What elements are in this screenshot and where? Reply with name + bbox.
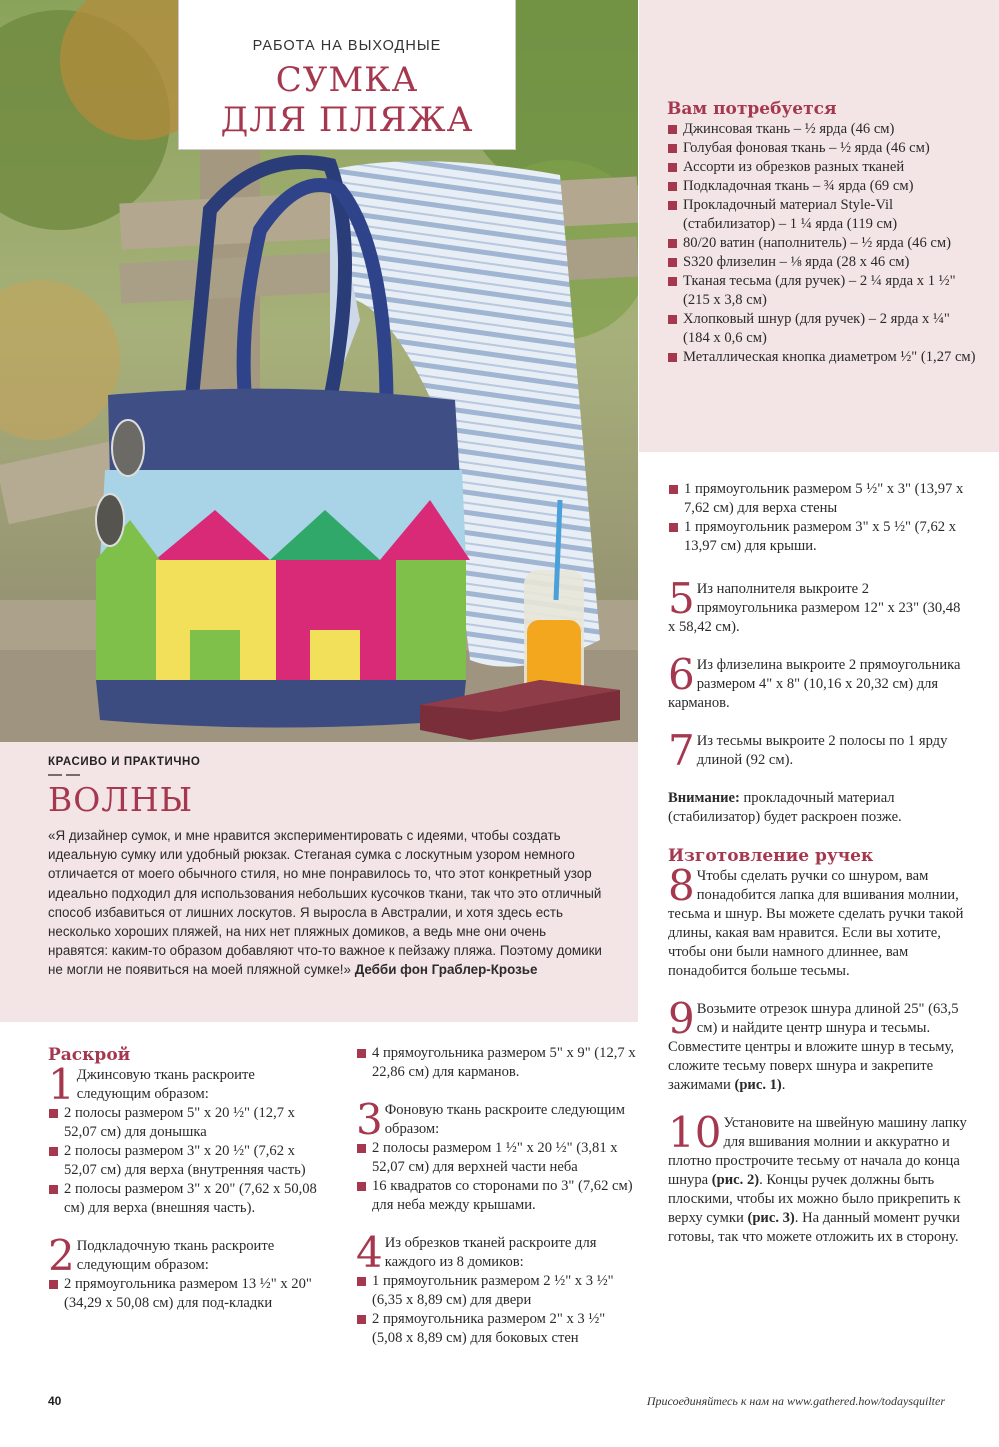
materials-heading: Вам потребуется bbox=[667, 99, 837, 119]
intro-quote bbox=[48, 826, 608, 980]
list-item: Джинсовая ткань – ½ ярда (46 см) bbox=[667, 120, 979, 139]
materials-panel bbox=[639, 0, 999, 452]
step-text: Из флизелина выкроите 2 прямоугольника размером 4" x 8" (10,16 x 20,32 см) для карманов. bbox=[668, 657, 961, 711]
column-2 bbox=[356, 1044, 636, 1348]
handles-heading: Изготовление ручек bbox=[668, 846, 874, 866]
list-item: Голубая фоновая ткань – ½ ярда (46 см) bbox=[667, 139, 979, 158]
list-item: 16 квадратов со сторонами по 3" (7,62 см) для неба между крышами. bbox=[356, 1177, 636, 1215]
step-number: 4 bbox=[356, 1228, 383, 1277]
note-paragraph bbox=[668, 789, 968, 827]
list-item: Тканая тесьма (для ручек) – 2 ¼ ярда x 1 ½" (215 x 3,8 см) bbox=[667, 272, 979, 310]
list-item: 2 полосы размером 1 ½" x 20 ½" (3,81 x 52,07 см) для верхней части неба bbox=[356, 1139, 636, 1177]
step-3 bbox=[356, 1095, 636, 1144]
step-text: . Концы ручек должны быть плоскими, чтобы их можно было прикрепить к верху сумки bbox=[668, 1172, 961, 1226]
article-title bbox=[179, 60, 515, 140]
step-number: 3 bbox=[356, 1095, 383, 1144]
list-item: Прокладочный материал Style-Vil (стабилизатор) – 1 ¼ ярда (119 см) bbox=[667, 196, 979, 234]
step-text: Возьмите отрезок шнура длиной 25" (63,5 см) и найдите центр шнура и тесьмы. Совместите центры и вложите шнур в тесьму, сложите тесьму поверх шнура и закрепите зажимами bbox=[668, 1001, 959, 1093]
step-text: Джинсовую ткань раскроите следующим образом: bbox=[76, 1067, 255, 1102]
list-item: 4 прямоугольника размером 5" x 9" (12,7 x 22,86 см) для карманов. bbox=[356, 1044, 636, 1082]
figure-ref: (рис. 3) bbox=[747, 1210, 795, 1226]
list-item: 1 прямоугольник размером 5 ½" x 3" (13,97 x 7,62 см) для верха стены bbox=[668, 480, 968, 518]
title-line-1: СУМКА bbox=[275, 60, 419, 100]
step-3-list bbox=[356, 1139, 636, 1215]
step-text: Чтобы сделать ручки со шнуром, вам понадобится лапка для вшивания молнии, тесьма и шнур. Вы можете сделать ручки такой длины, какая вам нравится. Если вы хотите, чтобы они были намного длиннее, вам понадобится больше тесьмы. bbox=[668, 868, 964, 979]
step-number: 10 bbox=[668, 1108, 722, 1157]
step-4-list bbox=[356, 1272, 636, 1348]
materials-list bbox=[667, 120, 979, 367]
page-number: 40 bbox=[48, 1394, 62, 1408]
step-4 bbox=[356, 1228, 636, 1277]
list-item: 2 полосы размером 3" x 20 ½" (7,62 x 52,07 см) для верха (внутренняя часть) bbox=[48, 1142, 328, 1180]
note-text: прокладочный материал (стабилизатор) будет раскроен позже. bbox=[668, 790, 902, 825]
title-line-2: ДЛЯ ПЛЯЖА bbox=[220, 100, 474, 140]
step-number: 6 bbox=[668, 650, 695, 699]
step-text: Фоновую ткань раскроите следующим образом: bbox=[384, 1102, 625, 1137]
step-number: 7 bbox=[668, 726, 695, 775]
list-item: 2 полосы размером 5" x 20 ½" (12,7 x 52,07 см) для донышка bbox=[48, 1104, 328, 1142]
step-2-list bbox=[48, 1275, 328, 1313]
step-1-list bbox=[48, 1104, 328, 1218]
list-item: 1 прямоугольник размером 3" x 5 ½" (7,62 x 13,97 см) для крыши. bbox=[668, 518, 968, 556]
hero-photo bbox=[0, 0, 638, 742]
list-item: 2 полосы размером 3" x 20" (7,62 x 50,08 см) для верха (внешняя часть). bbox=[48, 1180, 328, 1218]
step-text-end: . bbox=[781, 1077, 786, 1093]
step-text: Из наполнителя выкроите 2 прямоугольника размером 12" x 23" (30,48 x 58,42 см). bbox=[668, 581, 961, 635]
step-number: 1 bbox=[48, 1060, 75, 1109]
list-item: 1 прямоугольник размером 2 ½" x 3 ½" (6,35 x 8,89 см) для двери bbox=[356, 1272, 636, 1310]
title-box bbox=[178, 0, 516, 150]
list-item: Металлическая кнопка диаметром ½" (1,27 см) bbox=[667, 348, 979, 367]
intro-quote-text: «Я дизайнер сумок, и мне нравится экспериментировать с идеями, чтобы создать идеальную сумку или удобный рюкзак. Стеганая сумка с лоскутным узором немного отличается от моего обычного стиля, но мне понравилось то, что этот конкретный узор идеально подходил для использования небольших кусочков ткани, так что это отличный способ избавиться от лишних лоскутов. Я выросла в Австралии, и хотя здесь есть несколько хороших пляжей, на них нет пляжных домиков, а ведь мне они очень нравятся: каким-то образом добавляют что-то важное к пейзажу пляжа. Поэтому домики не могли не появиться на моей пляжной сумке!» bbox=[48, 828, 602, 978]
note-label: Внимание: bbox=[668, 790, 740, 806]
intro-panel bbox=[0, 742, 638, 1022]
step-1 bbox=[48, 1060, 328, 1109]
intro-divider bbox=[48, 774, 80, 776]
step-number: 5 bbox=[668, 574, 695, 623]
intro-author: Дебби фон Граблер-Крозье bbox=[354, 962, 538, 978]
footer-link[interactable]: Присоединяйтесь к нам на www.gathered.how/todaysquilter bbox=[646, 1394, 945, 1408]
step-number: 9 bbox=[668, 994, 695, 1043]
step-8 bbox=[668, 861, 968, 981]
step-text: Из тесьмы выкроите 2 полосы по 1 ярду длиной (92 см). bbox=[696, 733, 948, 768]
step-2 bbox=[48, 1231, 328, 1280]
figure-ref: (рис. 2) bbox=[711, 1172, 760, 1188]
figure-ref: (рис. 1) bbox=[734, 1077, 782, 1093]
intro-title: ВОЛНЫ bbox=[48, 780, 194, 819]
step-4-continued-list bbox=[668, 480, 968, 556]
step-text: Из обрезков тканей раскроите для каждого из 8 домиков: bbox=[384, 1235, 597, 1270]
step-10 bbox=[668, 1108, 968, 1247]
intro-kicker: КРАСИВО И ПРАКТИЧНО bbox=[48, 756, 201, 768]
list-item: Подкладочная ткань – ¾ ярда (69 см) bbox=[667, 177, 979, 196]
article-kicker: РАБОТА НА ВЫХОДНЫЕ bbox=[252, 38, 442, 54]
column-1 bbox=[48, 1044, 328, 1313]
list-item: Ассорти из обрезков разных тканей bbox=[667, 158, 979, 177]
list-item: Хлопковый шнур (для ручек) – 2 ярда x ¼" (184 x 0,6 см) bbox=[667, 310, 979, 348]
step-6 bbox=[668, 650, 968, 713]
cutting-heading: Раскрой bbox=[48, 1045, 131, 1065]
list-item: S320 флизелин – ⅛ ярда (28 x 46 см) bbox=[667, 253, 979, 272]
list-item: 80/20 ватин (наполнитель) – ½ ярда (46 см) bbox=[667, 234, 979, 253]
step-number: 2 bbox=[48, 1231, 75, 1280]
step-number: 8 bbox=[668, 861, 695, 910]
step-7 bbox=[668, 726, 968, 775]
step-text: Установите на швейную машину лапку для вшивания молнии и аккуратно и плотно прострочите тесьму от начала до конца шнура bbox=[668, 1115, 967, 1188]
list-item: 2 прямоугольника размером 2" x 3 ½" (5,08 x 8,89 см) для боковых стен bbox=[356, 1310, 636, 1348]
step-text: Подкладочную ткань раскроите следующим образом: bbox=[76, 1238, 275, 1273]
step-5 bbox=[668, 574, 968, 637]
step-text: . На данный момент ручки готовы, так что можете отложить их в сторону. bbox=[668, 1210, 960, 1245]
step-2-continued-list bbox=[356, 1044, 636, 1082]
column-3 bbox=[668, 480, 968, 1247]
step-9 bbox=[668, 994, 968, 1095]
list-item: 2 прямоугольника размером 13 ½" x 20" (34,29 x 50,08 см) для под-кладки bbox=[48, 1275, 328, 1313]
